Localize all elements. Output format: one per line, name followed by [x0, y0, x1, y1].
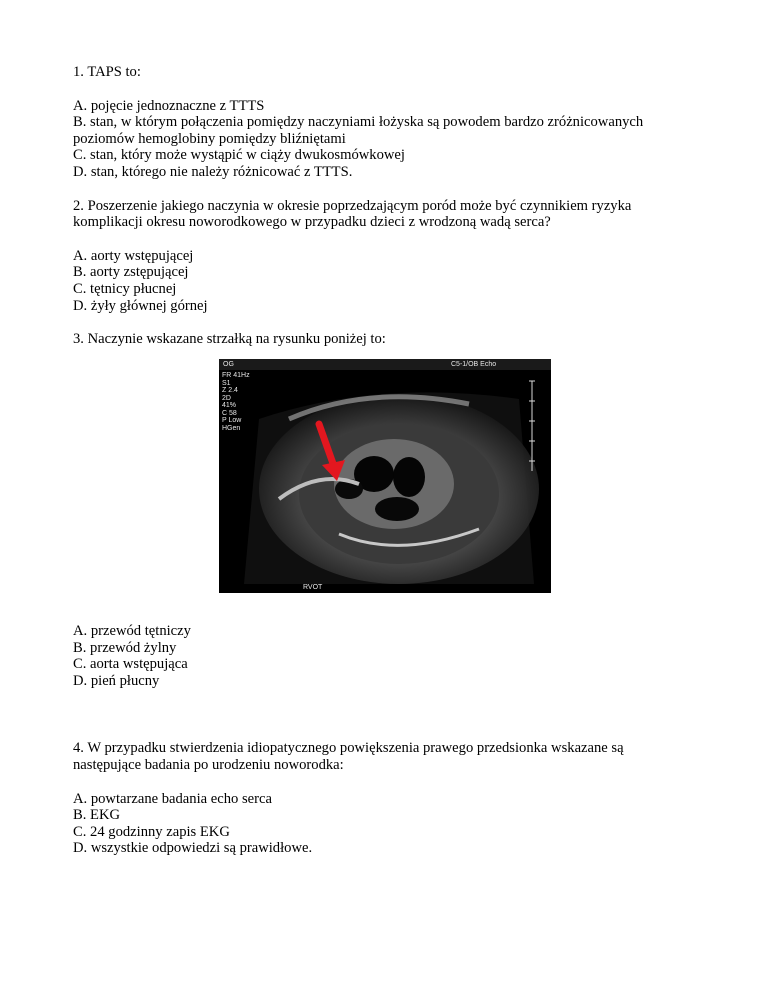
ultrasound-label-og: OG — [223, 361, 234, 368]
question-2-line-1: 2. Poszerzenie jakiego naczynia w okresie poprzedzającym poród może być czynnikiem ryzyka — [73, 197, 632, 214]
answer: B. stan, w którym połączenia pomiędzy naczyniami łożyska są powodem bardzo zróżnicowanych — [73, 114, 644, 131]
answer: A. aorty wstępującej — [73, 247, 194, 264]
ultrasound-setting: P Low — [222, 417, 242, 424]
answer: C. 24 godzinny zapis EKG — [73, 823, 230, 840]
answer: A. pojęcie jednoznaczne z TTTS — [73, 97, 265, 114]
ultrasound-setting: Z 2.4 — [222, 387, 238, 394]
answer: A. przewód tętniczy — [73, 623, 191, 639]
answer: C. tętnicy płucnej — [73, 280, 177, 297]
answer: B. przewód żylny — [73, 639, 177, 656]
ultrasound-image — [219, 359, 551, 593]
ultrasound-setting: C 58 — [222, 409, 237, 417]
question-2-line-2: komplikacji okresu noworodkowego w przypadku dzieci z wrodzoną wadą serca? — [73, 214, 551, 231]
question-1: 1. TAPS to: — [73, 64, 141, 80]
ultrasound-label-rvot: RVOT — [303, 584, 323, 591]
ultrasound-scan — [219, 359, 551, 593]
question-3: 3. Naczynie wskazane strzałką na rysunku poniżej to: — [73, 331, 386, 348]
answer: B. aorty zstępującej — [73, 264, 189, 281]
answer: D. pień płucny — [73, 672, 160, 689]
answer: C. stan, który może wystąpić w ciąży dwukosmówkowej — [73, 147, 405, 164]
answer: D. wszystkie odpowiedzi są prawidłowe. — [73, 840, 313, 857]
ultrasound-setting: S1 — [222, 379, 231, 387]
answer: D. stan, którego nie należy różnicować z TTTS. — [73, 163, 353, 180]
ultrasound-setting: FR 41Hz — [222, 372, 250, 379]
answer: A. powtarzane badania echo serca — [73, 790, 272, 807]
question-4-line-2: następujące badania po urodzeniu noworodka: — [73, 756, 344, 773]
document-page — [73, 64, 713, 348]
answer: D. żyły głównej górnej — [73, 297, 208, 314]
document-page-lower — [73, 623, 713, 857]
ultrasound-label-probe: C5-1/OB Echo — [451, 361, 497, 368]
ultrasound-setting: HGen — [222, 424, 241, 432]
ultrasound-setting: 41% — [222, 402, 237, 409]
answer: C. aorta wstępująca — [73, 656, 188, 673]
ultrasound-setting: 2D — [222, 394, 231, 402]
answer: B. EKG — [73, 807, 121, 824]
answer: poziomów hemoglobiny pomiędzy bliźniętami — [73, 130, 346, 147]
question-4-line-1: 4. W przypadku stwierdzenia idiopatycznego powiększenia prawego przedsionka wskazane są — [73, 740, 624, 757]
